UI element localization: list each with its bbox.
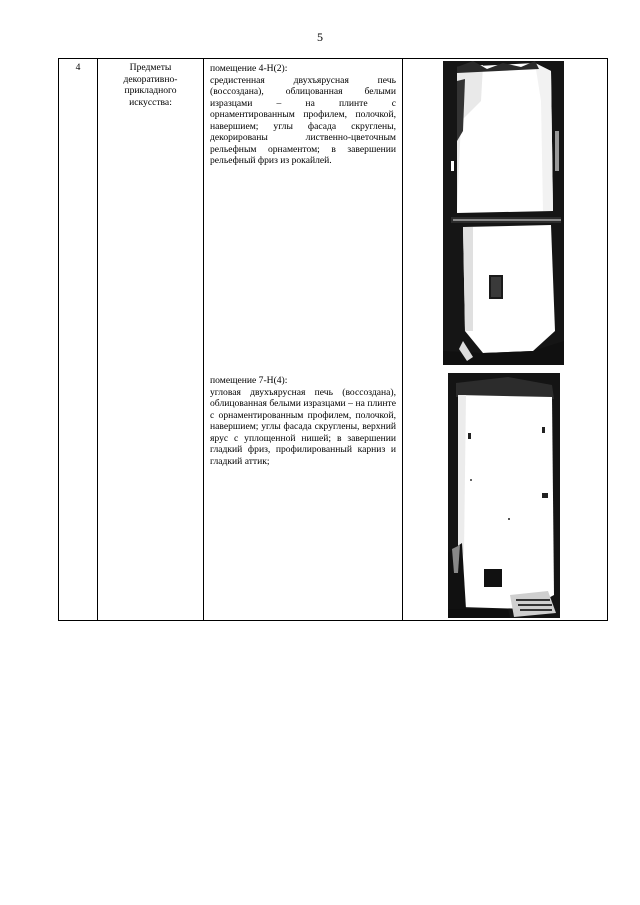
room-label: помещение 7-Н(4): bbox=[210, 375, 288, 386]
stove-photo-2 bbox=[448, 373, 560, 618]
room-label: помещение 4-Н(2): bbox=[210, 63, 288, 74]
category-line: декоративно- bbox=[123, 73, 178, 85]
item-text: средистенная двухъярусная печь (воссоздана), облицованная белыми изразцами – на плинте с орнаментированным профилем, полочкой, навершием; углы фасада скруглены, декорированы лиственно-цветочным рельефным орнаментом; в завершении рельефный фриз из рокайлей. bbox=[210, 74, 396, 166]
page-number: 5 bbox=[317, 30, 323, 44]
item-description-2 bbox=[210, 375, 396, 467]
item-text: угловая двухъярусная печь (воссоздана), облицованная белыми изразцами – на плинте с орнаментированным профилем, полочкой, навершием; углы фасада скруглены, верхний ярус с уплощенной нишей; в завершении гладкий фриз, профилированный карниз и гладкий аттик; bbox=[210, 386, 396, 467]
stove-photo-1 bbox=[443, 61, 564, 365]
category-line: искусства: bbox=[129, 96, 172, 108]
category-line: Предметы bbox=[129, 62, 172, 73]
category-line: прикладного bbox=[124, 85, 177, 96]
heritage-table bbox=[58, 58, 608, 621]
row-number: 4 bbox=[75, 62, 81, 73]
photo-cell bbox=[403, 59, 608, 621]
stove-photo-2-image bbox=[448, 373, 560, 618]
description-cell bbox=[204, 59, 403, 621]
table-row bbox=[59, 59, 608, 621]
stove-photo-1-image bbox=[443, 61, 564, 365]
item-description-1 bbox=[210, 63, 396, 167]
row-number-cell bbox=[59, 59, 98, 621]
category-cell bbox=[98, 59, 204, 621]
category-label bbox=[98, 59, 203, 108]
